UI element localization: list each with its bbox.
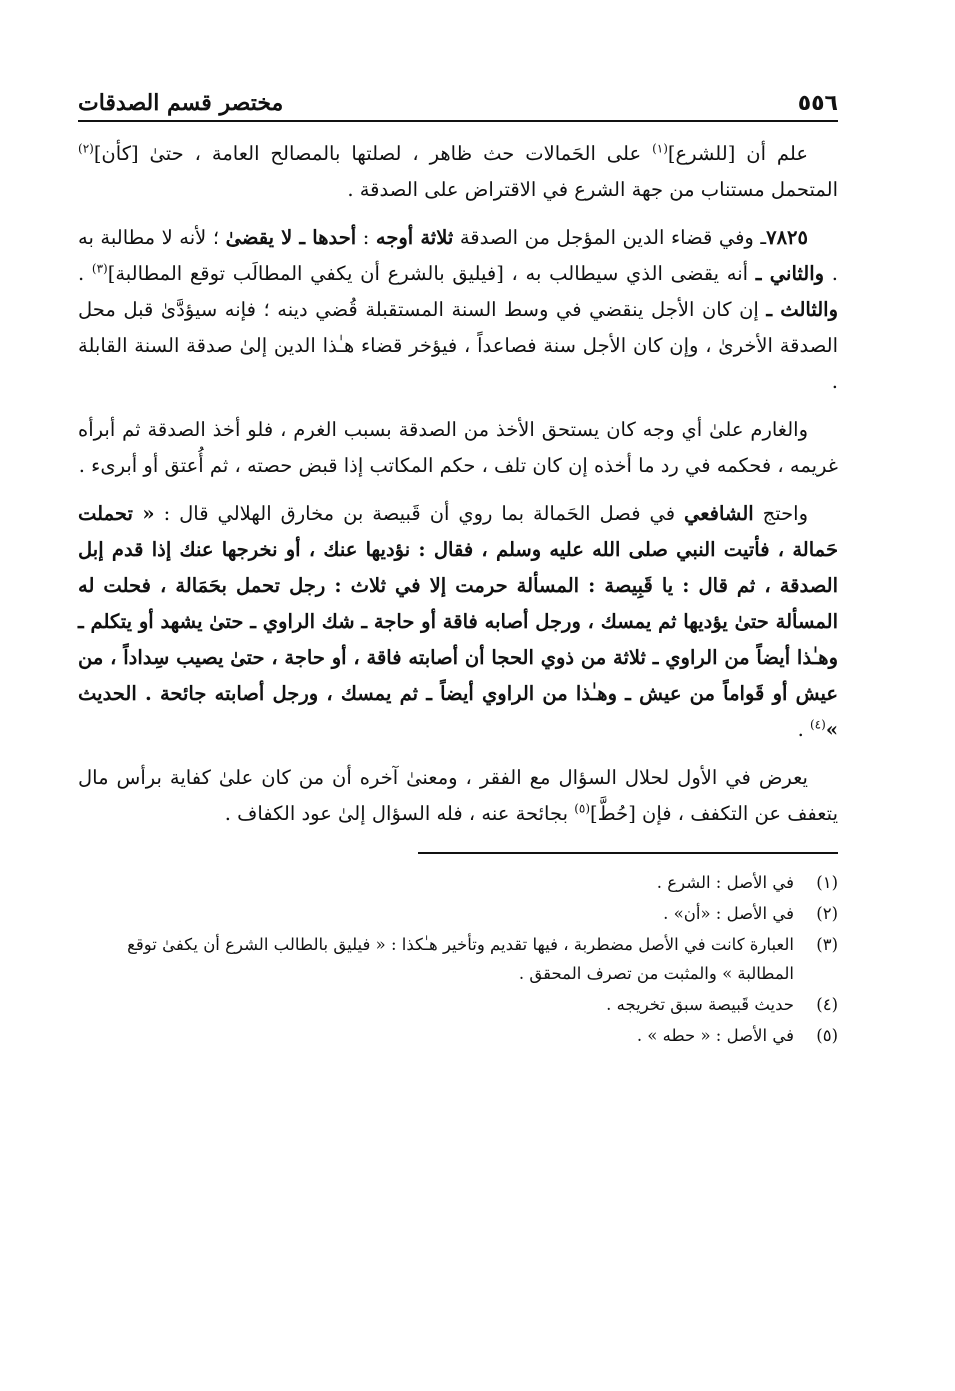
paragraph-2-part-b: ثلاثة أوجه [375,226,454,249]
footnote-number: (١) [816,873,838,892]
footnote-1 [78,868,838,897]
main-text [78,136,838,832]
footnote-text: في الأصل : «أن» . [663,904,794,923]
footnote-2 [78,899,838,928]
footnote-ref-5: (٥) [574,801,591,816]
footnote-ref-1: (١) [652,141,668,156]
footnote-ref-3: (٣) [91,261,108,276]
footnote-ref-4: (٤) [809,717,826,732]
paragraph-4 [78,496,838,748]
paragraph-2-part-e: ؛ لأنه لا مطالبة به . [78,226,838,285]
issue-number: ٧٨٢٥ [766,226,808,249]
paragraph-2-part-a: ـ وفي قضاء الدين المؤجل من الصدقة [453,226,767,249]
paragraph-5-part-a: يعرض في الأول لحلال السؤال مع الفقر ، ومعنىٰ آخره أن من كان علىٰ كفاية برأس مال يتعفف عن التكفف ، فإن [حُطَّ] [78,766,838,825]
footnotes [78,868,838,1050]
paragraph-3: والغارم علىٰ أي وجه كان يستحق الأخذ من الصدقة بسبب الغرم ، فلو أخذ الصدقة ثم أبرأه غريمه ، فحكمه في رد ما أخذه إن كان تلف ، حكم المكاتب إذا قبض حصته ، ثم أُعتق أو أبرىء . [78,418,838,477]
paragraph-2-part-g: أنه يقضى الذي سيطالب به ، [فيليق بالشرع أن يكفي المطالَب توقع المطالبة] [107,262,756,285]
footnote-separator [418,852,838,854]
page-number: ٥٥٦ [797,91,838,116]
paragraph-2-part-h: . [78,262,92,285]
paragraph-4-part-a: واحتج [753,502,808,525]
paragraph-1-part-b: على الحَمالات حث ظاهر ، لصلتها بالمصالح العامة ، حتىٰ [كأن] [93,142,653,165]
footnote-3 [78,930,838,988]
footnote-4 [78,990,838,1019]
paragraph-4-part-b: الشافعي [684,502,754,525]
paragraph-2-part-c: : [356,226,376,249]
footnote-number: (٥) [816,1026,838,1045]
footnote-number: (٣) [816,935,838,954]
footnote-number: (٢) [816,904,838,923]
paragraph-1-part-a: علم أن [للشرع] [667,142,808,165]
paragraph-2-part-f: والثاني ـ [755,262,825,285]
footnote-ref-2: (٢) [78,141,94,156]
paragraph-2-part-d: أحدها ـ لا يقضىٰ [225,226,357,249]
footnote-text: في الأصل : الشرع . [656,873,794,892]
paragraph-1-part-c: المتحمل مستناب من جهة الشرع في الاقتراض على الصدقة . [347,178,838,201]
running-header [78,78,838,122]
paragraph-1 [78,136,838,208]
footnote-text: حديث قَبيصة سبق تخريجه . [606,995,794,1014]
footnote-number: (٤) [816,995,838,1014]
book-title: مختصر قسم الصدقات [78,90,284,116]
paragraph-4-part-e: . [797,718,810,741]
paragraph-5-part-b: بجائحة عنه ، فله السؤال إلىٰ عود الكفاف . [224,802,575,825]
footnote-5 [78,1021,838,1050]
hadith-quote: « تحملت حَمالة ، فأتيت النبي صلى الله عليه وسلم ، فقال : نؤديها عنك ، أو نخرجها عنك إذا قدم إبل الصدقة ، ثم قال : يا قَبِيصة : المسألة حرمت إلا في ثلاث : رجل تحمل بحَمَالة ، فحلت له المسألة حتىٰ يؤديها ثم يمسك ، ورجل أصابه فاقة أو حاجة ـ شك الراوي ـ حتىٰ يشهد أو يتكلم ـ وهـٰذا أيضاً من الراوي ـ ثلاثة من ذوي الحجا أن أصابته فاقة ، أو حاجة ، حتىٰ يصيب سِداداً ، من عيش أو قَواماً من عيش ـ وهـٰذا من الراوي أيضاً ـ ثم يمسك ، ورجل أصابته جائحة . الحديث » [78,502,838,741]
footnote-text: العبارة كانت في الأصل مضطربة ، فيها تقديم وتأخير هـٰكذا : « فيليق بالطالب الشرع أن يكفىٰ توقع المطالبة » والمثبت من تصرف المحقق . [127,935,794,983]
paragraph-2-part-j: إن كان الأجل ينقضي في وسط السنة المستقبلة قُضي دينه ؛ فإنه سيؤدَّىٰ قبل محل الصدقة الأخرىٰ ، وإن كان الأجل سنة فصاعداً ، فيؤخر قضاء هـٰذا الدين إلىٰ صدقة السنة القابلة . [78,298,838,393]
paragraph-5 [78,760,838,832]
paragraph-2 [78,220,838,400]
paragraph-2-part-i: والثالث ـ [766,298,838,321]
footnote-text: في الأصل : « حطه » . [636,1026,794,1045]
paragraph-4-part-c: في فصل الحَمالة بما روي أن قَبيصة بن مخارق الهلالي قال : [154,502,684,525]
book-page [78,78,838,1338]
